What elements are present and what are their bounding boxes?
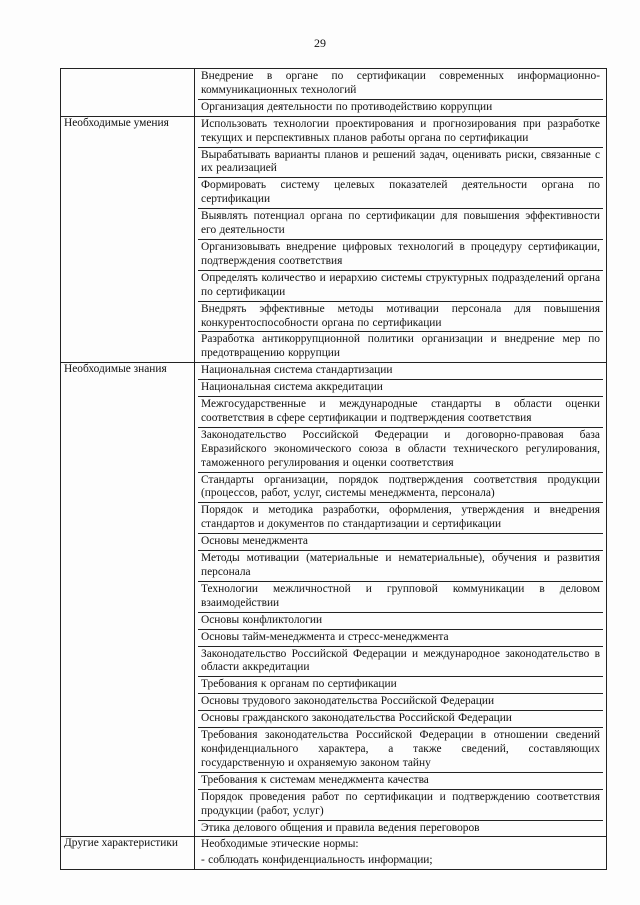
- list-item: Организовывать внедрение цифровых технологий в процедуру сертификации, подтверждения соответствия: [198, 240, 603, 271]
- list-item: - соблюдать конфиденциальность информации;: [201, 854, 433, 867]
- row-content: [195, 69, 607, 117]
- table-row: [61, 837, 607, 870]
- list-item: Методы мотивации (материальные и нематериальные), обучения и развития персонала: [198, 551, 603, 582]
- list-item: Внедрение в органе по сертификации современных информационно-коммуникационных технологий: [198, 69, 603, 100]
- list-item: Организация деятельности по противодействию коррупции: [201, 100, 493, 113]
- list-item: Вырабатывать варианты планов и решений задач, оценивать риски, связанные с их реализацией: [198, 148, 603, 179]
- row-content: [195, 837, 607, 870]
- list-item: Этика делового общения и правила ведения переговоров: [201, 821, 480, 834]
- list-item: Законодательство Российской Федерации и договорно-правовая база Евразийского экономического союза в области технического регулирования, таможенного регулирования и оценки соответствия: [198, 428, 603, 473]
- list-item: Разработка антикоррупционной политики организации и внедрение мер по предотвращению коррупции: [201, 333, 600, 360]
- list-item: Межгосударственные и международные стандарты в области оценки соответствия в сфере сертификации и подтверждения соответствия: [198, 397, 603, 428]
- row-label: Необходимые умения: [61, 116, 195, 363]
- row-label: Другие характеристики: [61, 837, 195, 870]
- page-number: 29: [314, 36, 326, 50]
- list-item: Требования законодательства Российской Федерации в отношении сведений конфиденциального характера, а также сведений, составляющих государственную и охраняемую законом тайну: [198, 728, 603, 773]
- row-content: [195, 363, 607, 837]
- list-item: Внедрять эффективные методы мотивации персонала для повышения конкурентоспособности органа по сертификации: [198, 302, 603, 333]
- list-item: Требования к органам по сертификации: [198, 677, 603, 694]
- list-item: Основы трудового законодательства Российской Федерации: [198, 694, 603, 711]
- list-item: Стандарты организации, порядок подтверждения соответствия продукции (процессов, работ, услуг, системы менеджмента, персонала): [198, 473, 603, 504]
- list-item: Национальная система аккредитации: [198, 380, 603, 397]
- list-item: Выявлять потенциал органа по сертификации для повышения эффективности его деятельности: [198, 209, 603, 240]
- row-label: Необходимые знания: [61, 363, 195, 837]
- row-label: [61, 69, 195, 117]
- list-item: Необходимые этические нормы:: [201, 838, 359, 851]
- list-item: Основы менеджмента: [198, 534, 603, 551]
- list-item: Формировать систему целевых показателей деятельности органа по сертификации: [198, 178, 603, 209]
- table-row: [61, 363, 607, 837]
- list-item: Основы гражданского законодательства Российской Федерации: [198, 711, 603, 728]
- list-item: Использовать технологии проектирования и прогнозирования при разработке текущих и перспективных планов работы органа по сертификации: [198, 117, 603, 148]
- list-item: Основы конфликтологии: [198, 613, 603, 630]
- table-row: [61, 116, 607, 363]
- table-row: [61, 69, 607, 117]
- list-item: Национальная система стандартизации: [198, 363, 603, 380]
- list-item: Определять количество и иерархию системы структурных подразделений органа по сертификации: [198, 271, 603, 302]
- list-item: Порядок и методика разработки, оформления, утверждения и внедрения стандартов и документов по стандартизации и сертификации: [198, 503, 603, 534]
- list-item: Требования к системам менеджмента качества: [198, 773, 603, 790]
- list-item: Технологии межличностной и групповой коммуникации в деловом взаимодействии: [198, 582, 603, 613]
- characteristics-table: [60, 68, 607, 870]
- list-item: Порядок проведения работ по сертификации и подтверждению соответствия продукции (работ, услуг): [198, 790, 603, 821]
- list-item: Основы тайм-менеджмента и стресс-менеджмента: [198, 630, 603, 647]
- row-content: [195, 116, 607, 363]
- list-item: Законодательство Российской Федерации и международное законодательство в области аккредитации: [198, 647, 603, 678]
